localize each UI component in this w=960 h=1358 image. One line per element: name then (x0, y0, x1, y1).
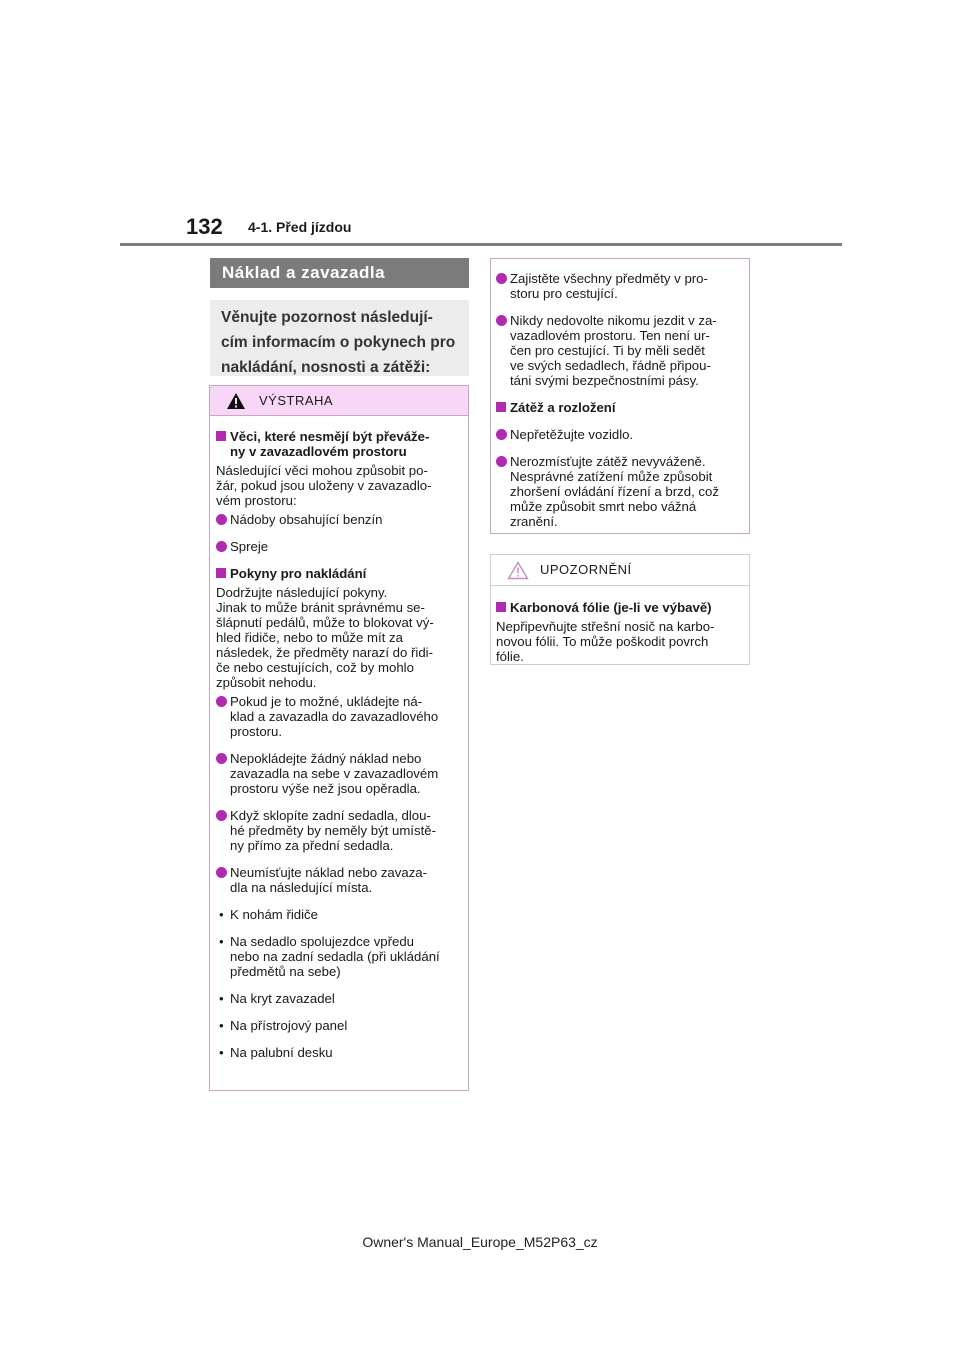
list-item (216, 808, 462, 853)
square-bullet-icon (216, 431, 226, 441)
text-line: Nepřetěžujte vozidlo. (510, 427, 634, 442)
round-bullet-icon (496, 315, 507, 326)
text-line: Pokud je to možné, ukládejte ná- (230, 694, 423, 709)
paragraph (216, 585, 462, 690)
text-line: prostoru výše než jsou opěradla. (230, 781, 421, 796)
text-line: ny přímo za přední sedadla. (230, 838, 394, 853)
text-line: čen pro cestující. Ti by měli sedět (510, 343, 705, 358)
warning-box-continued (490, 258, 750, 534)
list-item (216, 539, 462, 554)
section-label: 4-1. Před jízdou (248, 219, 352, 235)
text-line: hled řidiče, nebo to může mít za (216, 630, 403, 645)
text-line: šlápnutí pedálů, může to blokovat vý- (216, 615, 434, 630)
bullet-icon: • (219, 1018, 224, 1033)
square-bullet-icon (216, 568, 226, 578)
text-line: způsobit nehodu. (216, 675, 317, 690)
bullet-icon: • (219, 1045, 224, 1060)
subheading-item (216, 566, 462, 581)
round-bullet-icon (216, 867, 227, 878)
list-item (216, 865, 462, 895)
text-line: předmětů na sebe) (230, 964, 341, 979)
text-line: hé předměty by neměly být umístě- (230, 823, 436, 838)
list-item (496, 454, 743, 529)
list-item (496, 427, 743, 442)
text-line: následek, že předměty narazí do řidi- (216, 645, 433, 660)
paragraph (496, 619, 743, 664)
list-item (496, 271, 743, 301)
warning-header (210, 386, 468, 416)
text-line: Na kryt zavazadel (230, 991, 335, 1006)
text-line: může způsobit smrt nebo vážná (510, 499, 697, 514)
text-line: zhoršení ovládání řízení a brzd, což (510, 484, 719, 499)
round-bullet-icon (216, 541, 227, 552)
notice-label: UPOZORNĚNÍ (540, 562, 632, 577)
round-bullet-icon (216, 810, 227, 821)
round-bullet-icon (216, 696, 227, 707)
caution-triangle-icon (507, 561, 529, 580)
bullet-item (216, 1045, 462, 1060)
header-rule (120, 243, 842, 246)
notice-box (490, 554, 750, 665)
square-bullet-icon (496, 602, 506, 612)
text-line: vém prostoru: (216, 493, 297, 508)
text-line: klad a zavazadla do zavazadlového (230, 709, 439, 724)
text-line: Nikdy nedovolte nikomu jezdit v za- (510, 313, 717, 328)
text-line: Spreje (230, 539, 269, 554)
text-line: vazadlovém prostoru. Ten není ur- (510, 328, 710, 343)
bullet-item (216, 907, 462, 922)
warning-label: VÝSTRAHA (259, 393, 334, 408)
intro-line: cím informacím o pokynech pro (221, 334, 456, 351)
text-line: če nebo cestujících, což by mohlo (216, 660, 414, 675)
text-line: Zátěž a rozložení (510, 400, 616, 415)
text-line: novou fólii. To může poškodit povrch (496, 634, 709, 649)
text-line: zranění. (510, 514, 558, 529)
intro-line: nakládání, nosnosti a zátěži: (221, 359, 431, 376)
text-line: Pokyny pro nakládání (230, 566, 367, 581)
text-line: Na sedadlo spolujezdce vpředu (230, 934, 415, 949)
section-title: Náklad a zavazadla (210, 258, 469, 288)
subheading-item (496, 600, 743, 615)
text-line: táni svými bezpečnostními pásy. (510, 373, 699, 388)
text-line: Nádoby obsahující benzín (230, 512, 383, 527)
round-bullet-icon (496, 273, 507, 284)
bullet-item (216, 934, 462, 979)
round-bullet-icon (216, 753, 227, 764)
text-line: Nepokládejte žádný náklad nebo (230, 751, 422, 766)
paragraph (216, 463, 462, 508)
text-line: Nerozmísťujte zátěž nevyváženě. (510, 454, 706, 469)
round-bullet-icon (216, 514, 227, 525)
intro-line: Věnujte pozornost následují- (221, 309, 433, 326)
list-item (216, 512, 462, 527)
text-line: žár, pokud jsou uloženy v zavazadlo- (216, 478, 432, 493)
subheading-item (216, 429, 462, 459)
bullet-icon: • (219, 907, 224, 922)
warning-box (209, 385, 469, 1091)
list-item (216, 694, 462, 739)
list-item (216, 751, 462, 796)
intro-box (210, 300, 469, 376)
text-line: Na přístrojový panel (230, 1018, 348, 1033)
text-line: fólie. (496, 649, 524, 664)
text-line: Když sklopíte zadní sedadla, dlou- (230, 808, 431, 823)
round-bullet-icon (496, 429, 507, 440)
text-line: dla na následující místa. (230, 880, 373, 895)
text-line: ny v zavazadlovém prostoru (230, 444, 407, 459)
text-line: ve svých sedadlech, řádně připou- (510, 358, 711, 373)
text-line: Nesprávné zatížení může způsobit (510, 469, 713, 484)
text-line: storu pro cestující. (510, 286, 618, 301)
round-bullet-icon (496, 456, 507, 467)
subheading-item (496, 400, 743, 415)
text-line: Nepřipevňujte střešní nosič na karbo- (496, 619, 715, 634)
text-line: Jinak to může bránit správnému se- (216, 600, 425, 615)
list-item (496, 313, 743, 388)
text-line: K nohám řidiče (230, 907, 318, 922)
text-line: zavazadla na sebe v zavazadlovém (230, 766, 439, 781)
text-line: nebo na zadní sedadla (při ukládání (230, 949, 440, 964)
text-line: Následující věci mohou způsobit po- (216, 463, 428, 478)
bullet-icon: • (219, 991, 224, 1006)
text-line: Zajistěte všechny předměty v pro- (510, 271, 708, 286)
text-line: Karbonová fólie (je-li ve výbavě) (510, 600, 712, 615)
bullet-item (216, 1018, 462, 1033)
warning-triangle-icon (226, 392, 246, 410)
notice-header (491, 555, 749, 586)
square-bullet-icon (496, 402, 506, 412)
text-line: Neumísťujte náklad nebo zavaza- (230, 865, 428, 880)
bullet-icon: • (219, 934, 224, 949)
footer: Owner's Manual_Europe_M52P63_cz (362, 1234, 598, 1250)
text-line: prostoru. (230, 724, 283, 739)
bullet-item (216, 991, 462, 1006)
text-line: Na palubní desku (230, 1045, 333, 1060)
text-line: Dodržujte následující pokyny. (216, 585, 388, 600)
page-number: 132 (186, 214, 223, 239)
text-line: Věci, které nesmějí být převáže- (230, 429, 430, 444)
